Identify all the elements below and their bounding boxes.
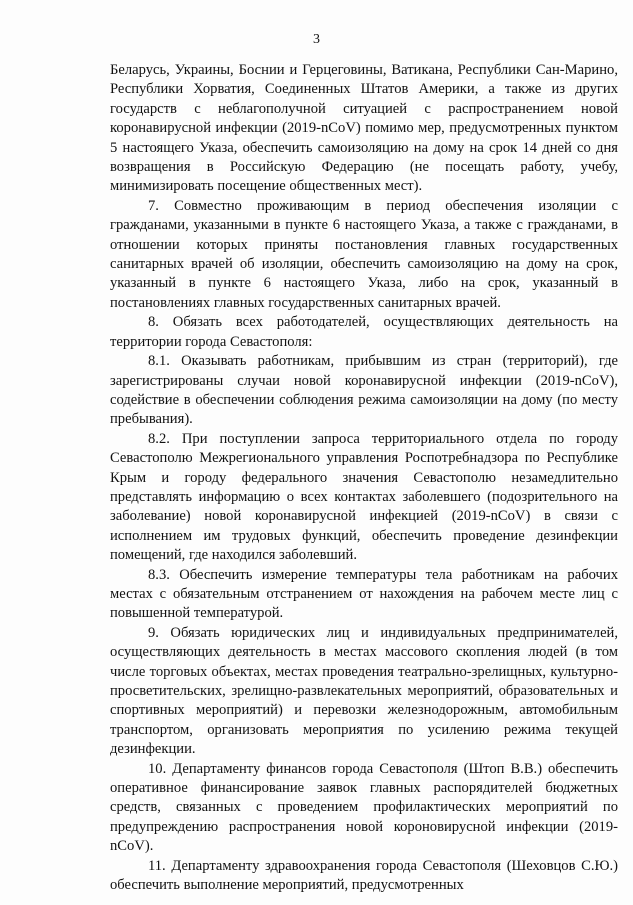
paragraph-8-1: 8.1. Оказывать работникам, прибывшим из стран (территорий), где зарегистрированы случаи новой коронавирусной инфекции (2019-nCoV), содействие в обеспечении соблюдения режима самоизоляции на дому (по месту пребывания).	[110, 353, 618, 428]
paragraph-9: 9. Обязать юридических лиц и индивидуальных предпринимателей, осуществляющих деятельность в местах массового скопления людей (в том числе торговых объектах, местах проведения театрально-зрелищных, культурно-просветительских, зрелищно-развлекательных мероприятий, образовательных и спортивных мероприятий) и перевозки железнодорожным, автомобильным транспортом, организовать мероприятия по усилению режима текущей дезинфекции.	[110, 624, 618, 758]
paragraph-8-2: 8.2. При поступлении запроса территориального отдела по городу Севастополю Межрегионального управления Роспотребнадзора по Республике Крым и городу федерального значения Севастополю незамедлительно представлять информацию о всех контактах заболевшего (подозрительного на заболевание) новой коронавирусной инфекцией (2019-nCoV) в связи с исполнением им трудовых функций, обеспечить проведение дезинфекции помещений, где находился заболевший.	[110, 430, 618, 564]
paragraph-8: 8. Обязать всех работодателей, осуществляющих деятельность на территории города Севастополя:	[110, 314, 618, 350]
page-number: 3	[313, 32, 320, 47]
paragraph-10: 10. Департаменту финансов города Севастополя (Штоп В.В.) обеспечить оперативное финансирование заявок главных распорядителей бюджетных средств, связанных с проведением профилактических мероприятий по предупреждению распространения новой короновирусной инфекции (2019-nCoV).	[110, 760, 618, 855]
paragraph-11: 11. Департаменту здравоохранения города Севастополя (Шеховцов С.Ю.) обеспечить выполнение мероприятий, предусмотренных	[110, 857, 618, 894]
paragraph-6-continuation: Беларусь, Украины, Боснии и Герцеговины, Ватикана, Республики Сан-Марино, Республики Хорватия, Соединенных Штатов Америки, а также из других государств с неблагополучной ситуацией с распространением новой коронавирусной инфекции (2019-nCoV) помимо мер, предусмотренных пунктом 5 настоящего Указа, обеспечить самоизоляцию на дому на срок 14 дней со дня возвращения в Российскую Федерацию (не посещать работу, учебу, минимизировать посещение общественных мест).	[110, 62, 618, 195]
paragraph-8-3: 8.3. Обеспечить измерение температуры тела работникам на рабочих местах с обязательным отстранением от нахождения на рабочем месте лиц с повышенной температурой.	[110, 566, 618, 622]
document-body	[110, 61, 618, 895]
paragraph-7: 7. Совместно проживающим в период обеспечения изоляции с гражданами, указанными в пункте 6 настоящего Указа, а также с гражданами, в отношении которых приняты постановления главных государственных санитарных врачей об изоляции, обеспечить самоизоляцию на дому на срок, указанный в пункте 6 настоящего Указа, либо на срок, указанный в постановлениях главных государственных санитарных врачей.	[110, 197, 618, 311]
